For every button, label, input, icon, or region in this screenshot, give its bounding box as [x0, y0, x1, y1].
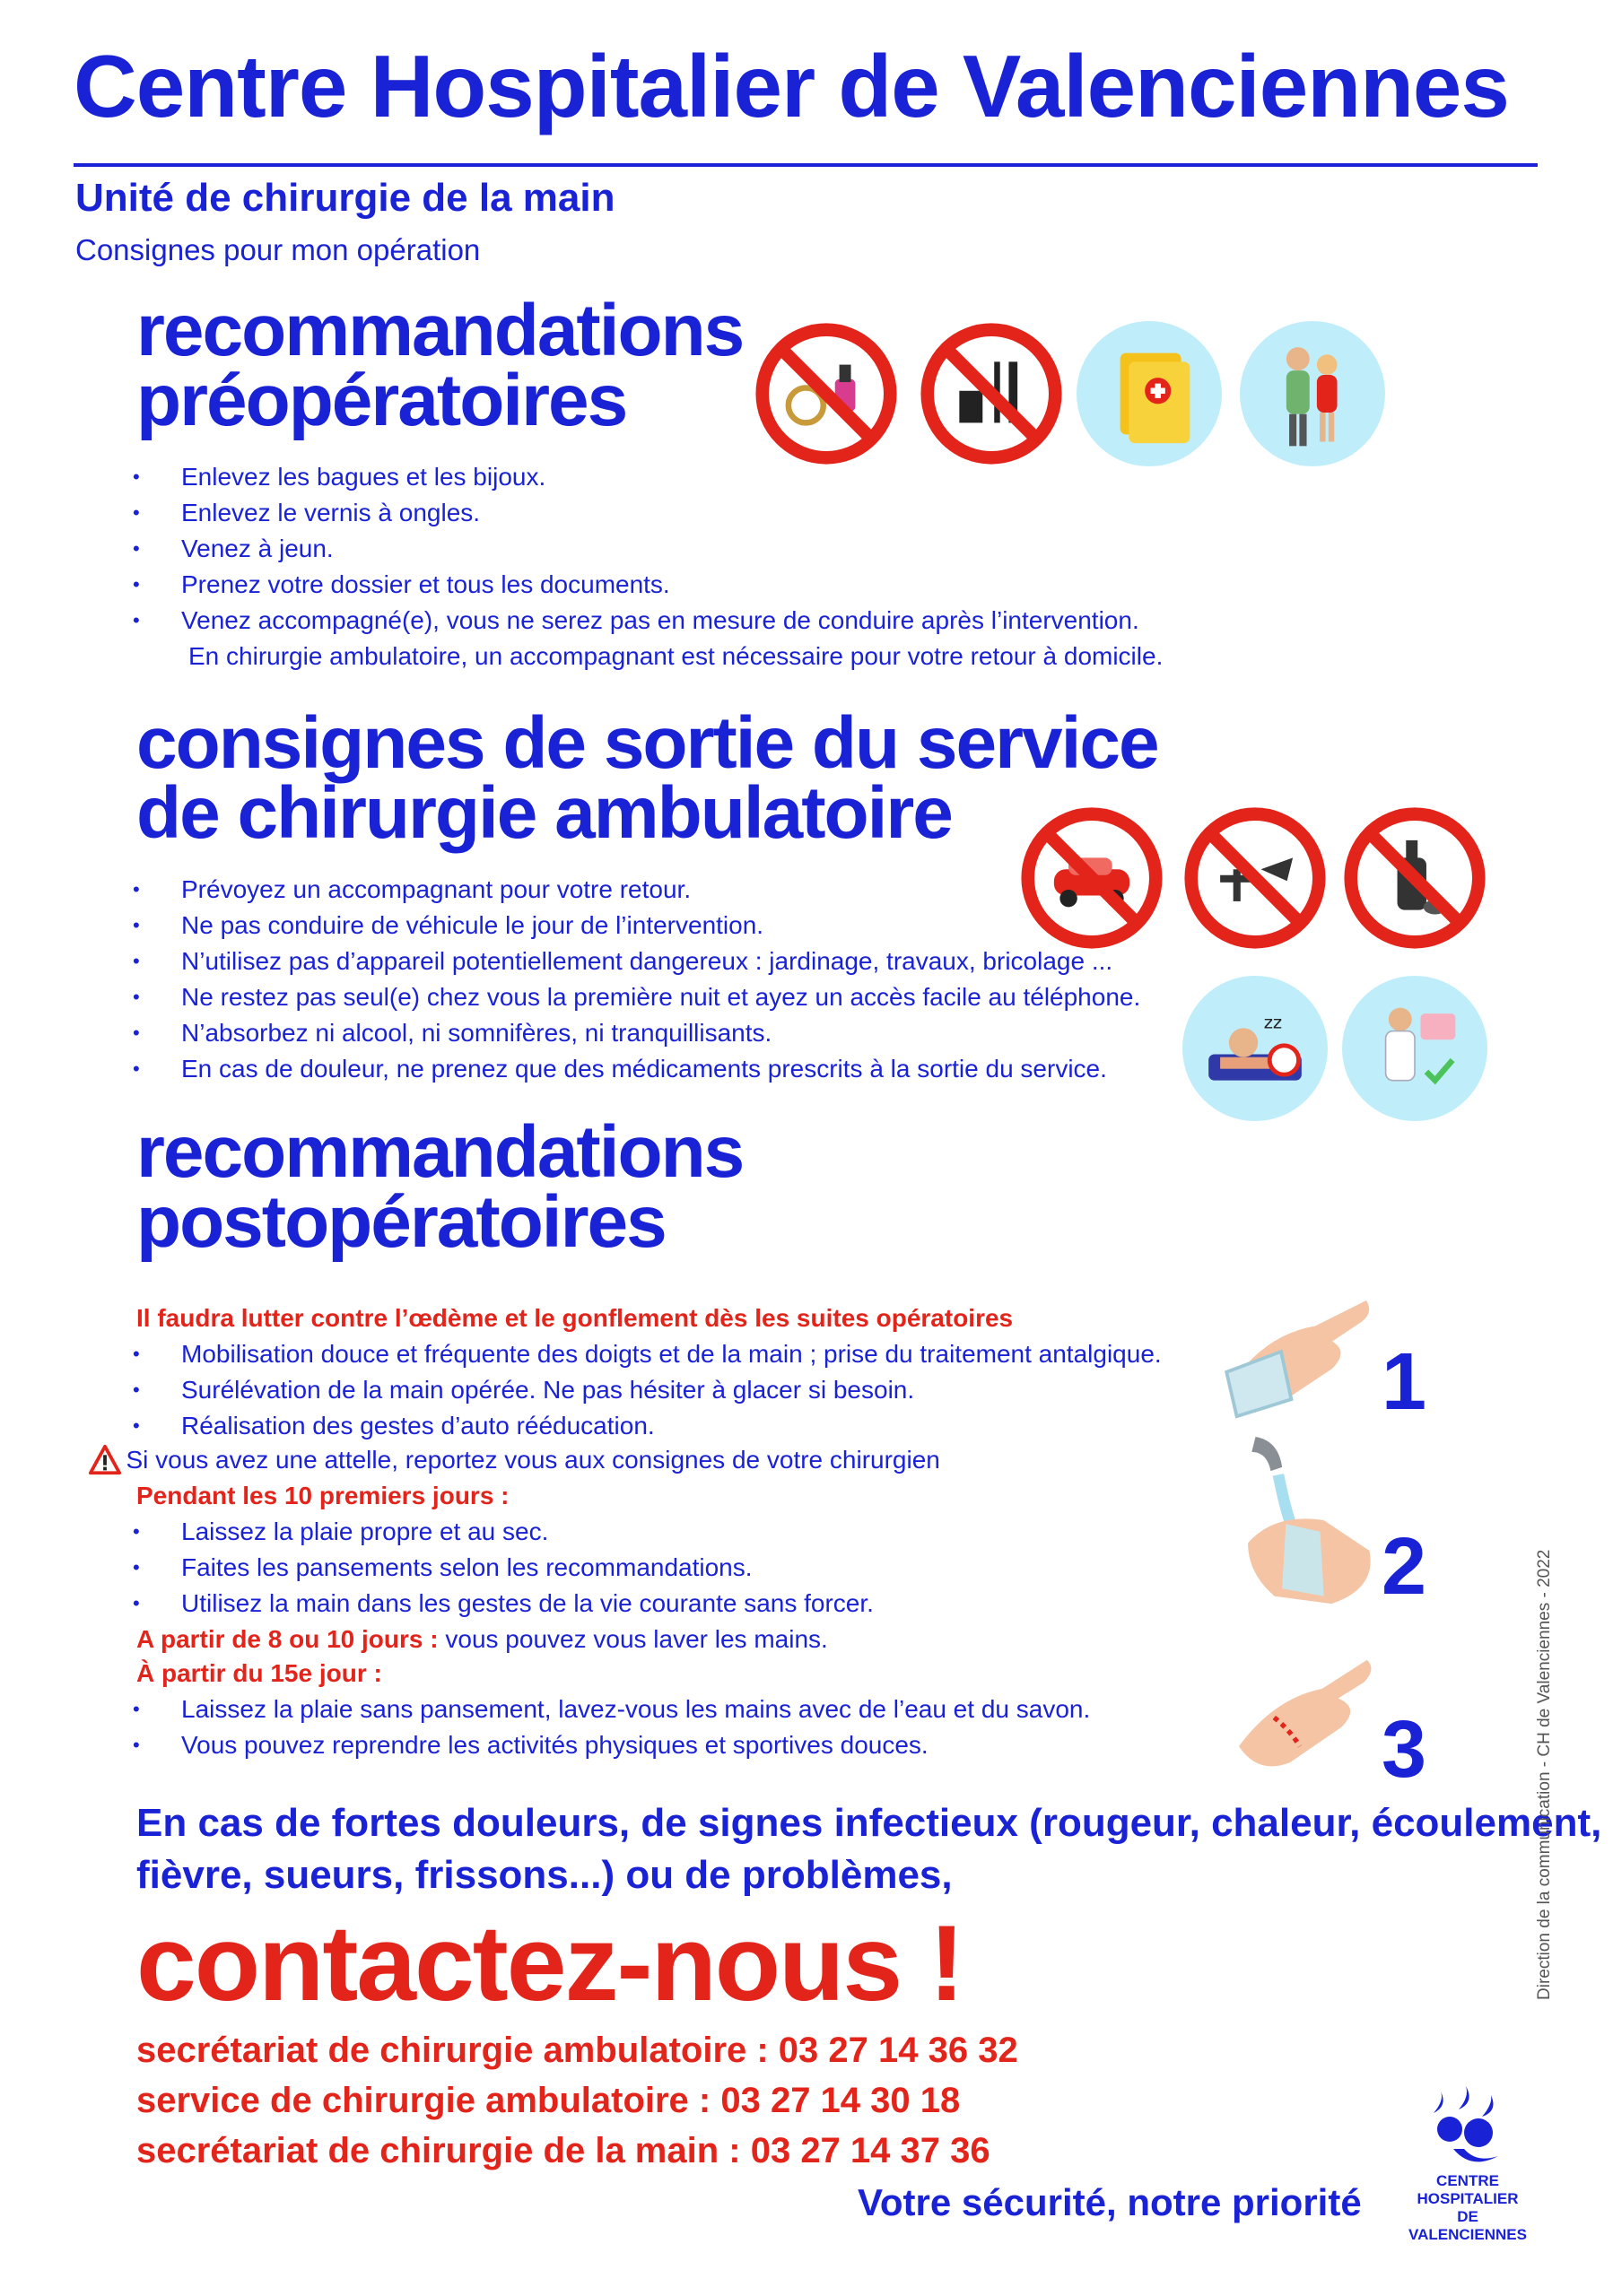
list-item: • Prévoyez un accompagnant pour votre retour.: [133, 872, 1140, 908]
companion-couple-icon: [1240, 321, 1385, 466]
unit-name: Unité de chirurgie de la main: [75, 176, 615, 220]
no-food-drink-icon: [919, 321, 1064, 466]
step-number-3: 3: [1382, 1705, 1427, 1795]
list-item: • Prenez votre dossier et tous les documents.: [133, 567, 1139, 603]
doctor-medication-icon: [1342, 976, 1487, 1121]
no-jewelry-nail-polish-icon: [754, 321, 899, 466]
list-item: • Vous pouvez reprendre les activités physiques et sportives douces.: [133, 1727, 1090, 1763]
preop-list: [133, 459, 1139, 639]
day8-text: vous pouvez vous laver les mains.: [438, 1625, 828, 1653]
postop-intro: Il faudra lutter contre l’œdème et le gonflement dès les suites opératoires: [136, 1304, 1014, 1332]
medical-folder-icon: [1077, 321, 1222, 466]
sleeping-phone-icon: [1182, 976, 1328, 1121]
day8-row: [136, 1622, 828, 1657]
tagline: Votre sécurité, notre priorité: [858, 2181, 1362, 2223]
alert-text-line2: fièvre, sueurs, frissons...) ou de problèmes,: [136, 1853, 953, 1897]
logo-text-line2: DE VALENCIENNES: [1408, 2208, 1527, 2243]
list-item: • Laissez la plaie sans pansement, lavez-vous les mains avec de l’eau et du savon.: [133, 1692, 1090, 1727]
warning-text: Si vous avez une attelle, reportez vous aux consignes de votre chirurgien: [126, 1446, 940, 1474]
list-item: • Mobilisation douce et fréquente des doigts et de la main ; prise du traitement antalgique.: [133, 1336, 1162, 1372]
phone-line: secrétariat de chirurgie ambulatoire : 03 27 14 36 32: [136, 2031, 1018, 2070]
phone-line: secrétariat de chirurgie de la main : 03 27 14 37 36: [136, 2131, 990, 2170]
preop-heading: [136, 290, 744, 441]
preop-note: En chirurgie ambulatoire, un accompagnant est nécessaire pour votre retour à domicile.: [188, 642, 1164, 670]
postop-heading-line1: recommandations: [136, 1111, 744, 1193]
page-title: Centre Hospitalier de Valenciennes: [74, 37, 1509, 135]
logo-mark-icon: [1423, 2083, 1513, 2172]
alert-text-line1: En cas de fortes douleurs, de signes infectieux (rougeur, chaleur, écoulement,: [136, 1801, 1602, 1845]
preop-heading-line2: préopératoires: [136, 360, 627, 441]
day8-label: A partir de 8 ou 10 jours :: [136, 1625, 439, 1653]
contact-heading: contactez-nous !: [136, 1903, 963, 2023]
ten-days-label: Pendant les 10 premiers jours :: [136, 1482, 510, 1509]
postop-list-c: [133, 1692, 1090, 1763]
list-item: • Ne restez pas seul(e) chez vous la première nuit et ayez un accès facile au téléphone.: [133, 979, 1140, 1015]
washing-hand-icon: [1236, 1437, 1389, 1634]
postop-list-a: [133, 1336, 1162, 1444]
alert-text: [136, 1797, 1601, 1901]
healed-hand-icon: [1225, 1650, 1387, 1785]
step-number-2: 2: [1382, 1522, 1427, 1612]
no-tools-icon: [1182, 805, 1328, 951]
list-item: • Utilisez la main dans les gestes de la vie courante sans forcer.: [133, 1586, 874, 1622]
day15-label: À partir du 15e jour :: [136, 1659, 382, 1687]
page-subtitle: Consignes pour mon opération: [75, 233, 481, 266]
postop-heading-line2: postopératoires: [136, 1181, 666, 1263]
list-item: • Enlevez le vernis à ongles.: [133, 495, 1139, 531]
list-item: • En cas de douleur, ne prenez que des médicaments prescrits à la sortie du service.: [133, 1051, 1140, 1087]
credit-text: Direction de la communication - CH de Valenciennes - 2022: [1535, 1549, 1554, 2000]
list-item: • Enlevez les bagues et les bijoux.: [133, 459, 1139, 495]
phone-line: service de chirurgie ambulatoire : 03 27 14 30 18: [136, 2081, 961, 2120]
sortie-list: [133, 872, 1140, 1087]
list-item: • Venez à jeun.: [133, 531, 1139, 567]
list-item: • Réalisation des gestes d’auto rééducation.: [133, 1408, 1162, 1444]
sortie-heading: [136, 702, 1158, 854]
svg-text:zz: zz: [1263, 1012, 1283, 1033]
warning-icon: [88, 1443, 122, 1477]
list-item: • Venez accompagné(e), vous ne serez pas en mesure de conduire après l’intervention.: [133, 603, 1139, 639]
phone-list: [136, 2025, 1018, 2176]
no-alcohol-pills-icon: [1342, 805, 1487, 951]
preop-heading-line1: recommandations: [136, 290, 744, 371]
title-divider: [74, 163, 1538, 167]
hospital-logo: [1396, 2083, 1539, 2244]
list-item: • Faites les pansements selon les recommandations.: [133, 1550, 874, 1586]
postop-heading: [136, 1111, 744, 1263]
list-item: • Laissez la plaie propre et au sec.: [133, 1514, 874, 1550]
list-item: • Ne pas conduire de véhicule le jour de l’intervention.: [133, 908, 1140, 944]
list-item: • N’absorbez ni alcool, ni somnifères, ni tranquillisants.: [133, 1015, 1140, 1051]
list-item: • Surélévation de la main opérée. Ne pas hésiter à glacer si besoin.: [133, 1372, 1162, 1408]
list-item: • N’utilisez pas d’appareil potentiellement dangereux : jardinage, travaux, bricolage ...: [133, 944, 1140, 979]
warning-row: [88, 1442, 940, 1478]
sortie-heading-line1: consignes de sortie du service: [136, 702, 1158, 784]
postop-list-b: [133, 1514, 874, 1622]
sortie-heading-line2: de chirurgie ambulatoire: [136, 772, 952, 854]
bandaged-hand-icon: [1213, 1266, 1383, 1437]
step-number-1: 1: [1382, 1337, 1427, 1427]
logo-text-line1: CENTRE HOSPITALIER: [1417, 2172, 1519, 2207]
